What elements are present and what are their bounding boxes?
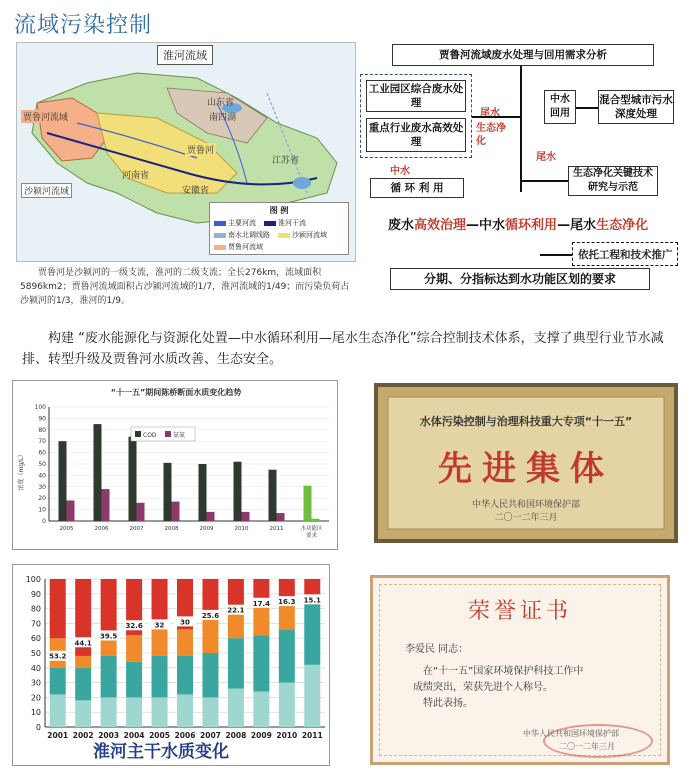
- legend-item: 贾鲁河流域: [214, 242, 263, 252]
- certificate-line: 成绩突出，荣获先进个人称号。: [413, 682, 553, 693]
- chart2-bar-segment: [177, 656, 193, 694]
- chart1-ytick-label: 20: [38, 495, 46, 503]
- chart2-bar-segment: [228, 689, 244, 727]
- chart1-ytick-label: 30: [38, 483, 46, 491]
- flow-recycle-box: 循 环 利 用: [370, 178, 464, 198]
- plaque-title: 水体污染控制与治理科技重大专项“十一五”: [419, 415, 633, 428]
- chart2-svg: [13, 565, 331, 767]
- chart1-xtick-label: 2010: [234, 526, 249, 532]
- chart2-xtick-label: 2002: [72, 731, 94, 740]
- chart2-data-label: 32: [154, 621, 165, 630]
- huaihe-mainstream-quality-chart: [12, 564, 330, 766]
- certificate-line: 特此表扬。: [423, 698, 473, 709]
- huaihe-basin-map: [16, 42, 356, 262]
- chart2-bar-segment: [177, 694, 193, 727]
- flow-arrow: [472, 116, 520, 118]
- chart1-ylabel: 浓度（mg/L）: [18, 451, 25, 491]
- chart2-bar-segment: [126, 635, 142, 662]
- chart2-data-label: 39.5: [99, 632, 118, 641]
- flow-left-box-1: 工业园区综合废水处理: [366, 80, 466, 112]
- province-label: 江苏省: [272, 156, 300, 166]
- chart2-ytick-label: 60: [30, 634, 41, 644]
- chart2-xtick-label: 2008: [225, 731, 247, 740]
- flow-tail-water-label-2: 尾水: [536, 152, 556, 163]
- chart2-bar-segment: [228, 612, 244, 639]
- chart2-bar-segment: [253, 691, 269, 727]
- chart1-xtick-label: 2007: [129, 526, 144, 532]
- chart2-bar-segment: [279, 603, 295, 630]
- chart2-bar-segment: [152, 656, 168, 697]
- certificate-name: 李爱民 同志：: [405, 644, 469, 655]
- river-label: 贾鲁河: [185, 143, 216, 156]
- chart1-bar: [277, 513, 285, 521]
- chart1-ytick-label: 0: [42, 518, 46, 525]
- chart1-bar: [67, 500, 75, 521]
- chart1-bar: [242, 512, 250, 521]
- chart1-ytick-label: 80: [38, 426, 46, 434]
- flow-main-arrow: [520, 66, 522, 192]
- chen-qiao-water-quality-chart: [12, 380, 338, 550]
- chart1-xtick-label: 2006: [94, 526, 109, 532]
- chart2-ytick-label: 30: [30, 678, 41, 688]
- chart2-data-label: 22.1: [227, 606, 245, 615]
- chart1-bar: [59, 441, 67, 521]
- chart2-data-label: 16.3: [278, 598, 296, 607]
- chart1-ytick-label: 70: [38, 438, 46, 446]
- flow-arrow: [520, 180, 568, 182]
- chart2-bar-segment: [152, 579, 168, 626]
- chart2-bar-segment: [126, 697, 142, 727]
- chart1-ytick-label: 60: [38, 449, 46, 457]
- chart1-xtick-label: 2011: [269, 526, 284, 532]
- lake-label: 南四湖: [209, 113, 237, 123]
- plaque-date: 二〇一二年三月: [494, 513, 558, 523]
- chart2-data-label: 32.6: [125, 622, 143, 631]
- map-caption: 贾鲁河是沙颍河的一级支流，淮河的二级支流；全长276km，流域面积5896km2；贾鲁河流域面积占沙颍河流域的1/7，淮河流域的1/49；而污染负荷占沙颍河的1/3，淮河的1/9。: [20, 268, 350, 306]
- chart2-ytick-label: 90: [30, 589, 41, 599]
- chart2-bar-segment: [75, 656, 91, 668]
- province-label: 安徽省: [182, 186, 210, 196]
- flow-eco-purify-label: 生态净化: [476, 123, 506, 147]
- map-top-label: 淮河流域: [157, 45, 213, 65]
- chart1-title: “十一五”期间陈桥断面水质变化趋势: [110, 388, 242, 397]
- province-label: 山东省: [207, 98, 235, 108]
- flow-arrow: [540, 254, 572, 256]
- chart2-bar-segment: [126, 662, 142, 698]
- chart2-bar-segment: [304, 665, 320, 727]
- chart2-bar-segment: [279, 629, 295, 682]
- chart2-bar-segment: [202, 653, 218, 697]
- chart1-xtick-label: 2005: [59, 526, 74, 532]
- plaque-main: 先进集体: [438, 449, 614, 489]
- chart1-legend-swatch: [165, 431, 171, 437]
- chart2-bar-segment: [101, 638, 117, 656]
- province-label: 河南省: [122, 171, 150, 181]
- chart2-ytick-label: 0: [35, 723, 41, 732]
- award-plaque: [374, 383, 678, 543]
- legend-item: 南水北调线路: [214, 230, 270, 240]
- chart1-bar: [172, 502, 180, 521]
- flow-arrow: [576, 107, 598, 109]
- flow-mixed-box: 混合型城市污水深度处理: [598, 90, 674, 124]
- chart2-xtick-label: 2007: [200, 731, 221, 740]
- chart2-ytick-label: 40: [30, 663, 41, 673]
- chart2-data-label: 17.4: [252, 599, 271, 608]
- chart2-data-label: 53.2: [49, 652, 67, 661]
- chart1-bar: [129, 437, 137, 521]
- chart2-data-label: 30: [180, 618, 190, 627]
- certificate-date: 二〇一二年三月: [559, 742, 615, 751]
- legend-item: 沙颍河流域: [278, 230, 327, 240]
- legend-item: 淮河干流: [264, 218, 306, 228]
- chart2-bar-segment: [75, 700, 91, 727]
- flow-slogan: 废水高效治理—中水循环利用—尾水生态净化: [388, 218, 649, 233]
- flow-left-box-2: 重点行业废水高效处理: [366, 118, 466, 152]
- chart2-bar-segment: [99, 579, 118, 641]
- chart2-ytick-label: 10: [30, 708, 41, 718]
- chart1-ytick-label: 100: [34, 404, 46, 411]
- chart2-bar-segment: [50, 694, 66, 727]
- chart2-bar-segment: [101, 656, 117, 697]
- chart1-legend-label: COD: [143, 432, 157, 439]
- chart1-bar: [94, 424, 102, 521]
- chart1-ytick-label: 10: [38, 506, 46, 514]
- legend-item: 主要河流: [214, 218, 256, 228]
- honor-certificate: [370, 575, 670, 765]
- chart2-bar-segment: [253, 635, 269, 691]
- chart2-bar-segment: [101, 697, 117, 727]
- flow-mid-water-label: 中水: [390, 166, 410, 177]
- flow-bottom-box: 分期、分指标达到水功能区划的要求: [390, 268, 650, 290]
- chart2-bar-segment: [177, 629, 193, 656]
- flow-support-label: 依托工程和技术推广: [578, 249, 673, 261]
- chart2-data-label: 44.1: [74, 639, 92, 648]
- chart2-bar-segment: [253, 606, 269, 636]
- chart2-xtick-label: 2004: [123, 731, 145, 740]
- body-paragraph: 构建 “废水能源化与资源化处置—中水循环利用—尾水生态净化”综合控制技术体系，支撑了典型行业节水减排、转型升级及贾鲁河水质改善、生态安全。: [22, 331, 664, 367]
- map-legend: [209, 202, 349, 255]
- chart2-data-label: 25.6: [201, 611, 220, 620]
- chart2-bar-segment: [152, 697, 168, 727]
- chart2-bar-segment: [50, 579, 66, 638]
- chart2-xtick-label: 2003: [98, 731, 120, 740]
- chart1-bar: [137, 503, 145, 521]
- certificate-org: 中华人民共和国环境保护部: [523, 729, 619, 738]
- chart2-bar-segment: [202, 617, 218, 653]
- chart1-bar: [269, 470, 277, 521]
- chart1-svg: [13, 381, 339, 551]
- chart2-bar-segment: [228, 638, 244, 688]
- legend-title: 图 例: [269, 206, 289, 215]
- flow-reuse-box: 中水回用: [544, 90, 576, 124]
- chart2-xtick-label: 2006: [174, 731, 196, 740]
- chart1-xtick-label: 水功能区要求: [300, 526, 323, 539]
- chart1-xtick-label: 2009: [199, 526, 214, 532]
- chart2-ytick-label: 50: [30, 649, 41, 658]
- chart2-bar-segment: [75, 668, 91, 701]
- chart1-bar: [102, 489, 110, 521]
- chart1-bar: [304, 486, 312, 521]
- flow-tail-water-label: 尾水: [480, 108, 500, 119]
- chart1-bar: [164, 463, 172, 521]
- chart2-title: 淮河主干水质变化: [93, 742, 229, 762]
- chart2-data-label: 15.1: [303, 596, 321, 605]
- certificate-line: 在“十一五”国家环境保护科技工作中: [423, 666, 584, 677]
- chart2-ytick-label: 20: [30, 693, 41, 703]
- certificate-title: 荣誉证书: [467, 599, 572, 624]
- chart1-legend-label: 氨氮: [173, 432, 186, 439]
- chart1-bar: [234, 462, 242, 521]
- chart1-ytick-label: 90: [38, 415, 46, 423]
- river-label: 贾鲁河流域: [21, 110, 70, 123]
- chart2-ytick-label: 80: [30, 604, 41, 614]
- chart1-bar: [207, 512, 215, 521]
- chart2-bar-segment: [50, 668, 66, 695]
- chart2-bar-segment: [152, 626, 168, 656]
- chart1-legend-swatch: [135, 431, 141, 437]
- chart2-xtick-label: 2011: [301, 731, 323, 740]
- chart1-xtick-label: 2008: [164, 526, 179, 532]
- plaque-org: 中华人民共和国环境保护部: [471, 500, 580, 510]
- chart2-xtick-label: 2009: [250, 731, 272, 740]
- chart2-bar-segment: [202, 697, 218, 727]
- flow-top-box: 贾鲁河流域废水处理与回用需求分析: [392, 44, 654, 66]
- flow-eco-box: 生态净化关键技术研究与示范: [568, 166, 658, 196]
- chart1-ytick-label: 50: [38, 461, 46, 468]
- chart1-ytick-label: 40: [38, 472, 46, 480]
- chart2-xtick-label: 2005: [149, 731, 170, 740]
- chart2-xtick-label: 2001: [47, 731, 69, 740]
- page-title: 流域污染控制: [14, 13, 153, 38]
- chart2-ytick-label: 70: [30, 619, 41, 629]
- river-label: 沙颍河流域: [21, 183, 72, 198]
- chart1-bar: [312, 519, 320, 521]
- chart1-bar: [199, 464, 207, 521]
- chart2-ytick-label: 100: [25, 575, 41, 584]
- chart2-xtick-label: 2010: [276, 731, 298, 740]
- chart2-bar-segment: [304, 603, 320, 665]
- chart2-bar-segment: [279, 683, 295, 727]
